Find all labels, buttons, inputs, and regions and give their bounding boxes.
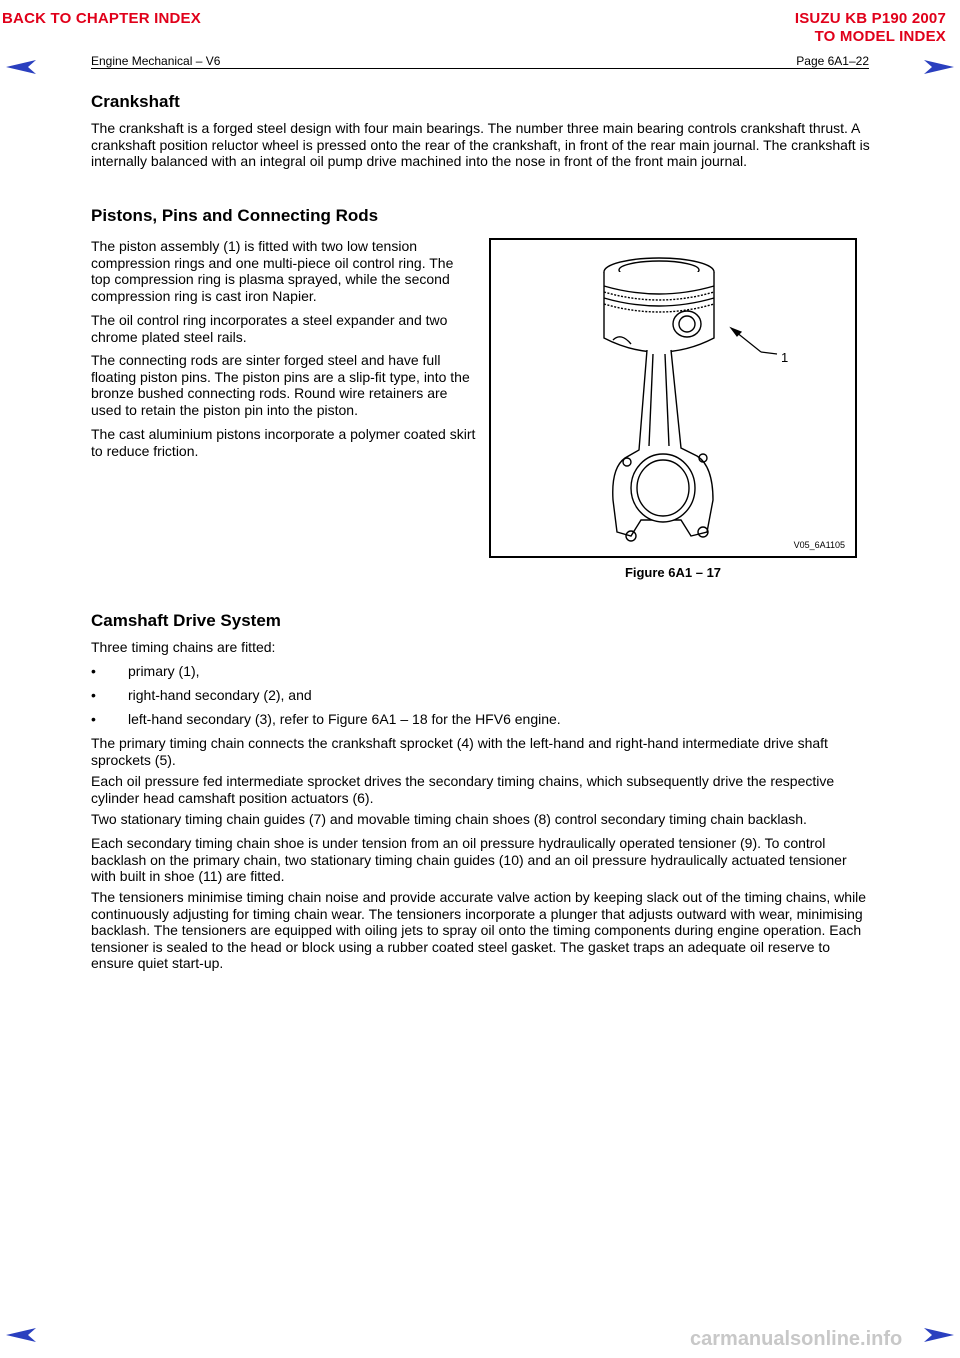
pistons-paragraph-1: The piston assembly (1) is fitted with two low tension compression rings and one multi-piece oil control ring. The top compression ring is plasma sprayed, while the second compression ring is cast iron Napier.: [91, 238, 454, 304]
next-page-arrow-icon[interactable]: [924, 60, 954, 74]
list-item-text: primary (1),: [128, 663, 200, 679]
model-title-link[interactable]: ISUZU KB P190 2007: [794, 10, 946, 27]
pistons-paragraph-4: The cast aluminium pistons incorporate a polymer coated skirt to reduce friction.: [91, 426, 476, 459]
page-number: Page 6A1–22: [796, 54, 869, 68]
pistons-paragraph-3: The connecting rods are sinter forged steel and have full floating piston pins. The piston pins are a slip-fit type, into the bronze bushed connecting rods. Round wire retainers are used to retain the piston pin into the piston.: [91, 352, 470, 418]
camshaft-paragraph-1: The primary timing chain connects the crankshaft sprocket (4) with the left-hand and right-hand intermediate drive shaft sprockets (5).: [91, 735, 828, 768]
header-rule: [91, 68, 869, 69]
piston-connecting-rod-illustration: [491, 240, 855, 556]
crankshaft-paragraph: The crankshaft is a forged steel design with four main bearings. The number three main bearing controls crankshaft thrust. A crankshaft position reluctor wheel is pressed onto the rear of the crankshaft, in front of the rear main journal. The crankshaft is internally balanced with an integral oil pump drive machined into the nose in front of the front main journal.: [91, 120, 870, 169]
camshaft-paragraph-4: Each secondary timing chain shoe is under tension from an oil pressure hydraulically operated tensioner (9). To control backlash on the primary chain, two stationary timing chain guides (10) and an oil pressure hydraulically actuated tensioner with built in shoe (11) are fitted.: [91, 835, 847, 884]
list-item-text: right-hand secondary (2), and: [128, 687, 312, 703]
bullet-icon: •: [91, 663, 96, 679]
camshaft-intro: Three timing chains are fitted:: [91, 639, 276, 655]
camshaft-paragraph-5: The tensioners minimise timing chain noise and provide accurate valve action by keeping slack out of the timing chains, while continuously adjusting for timing chain wear. The tensioners incorporate a plunger that adjusts outward with wear, minimising backlash. The tensioners are equipped with oiling jets to spray oil onto the timing components during engine operation. Each tensioner is sealed to the head or block using a rubber coated steel gasket. The gasket traps an adequate oil reserve to ensure quiet start-up.: [91, 889, 867, 971]
bullet-icon: •: [91, 711, 96, 727]
crankshaft-heading: Crankshaft: [91, 92, 180, 111]
prev-page-arrow-icon[interactable]: [6, 60, 36, 74]
back-to-chapter-index-link[interactable]: BACK TO CHAPTER INDEX: [2, 10, 201, 27]
footer-prev-page-arrow-icon[interactable]: [6, 1328, 36, 1342]
piston-figure: [489, 238, 857, 558]
bullet-icon: •: [91, 687, 96, 703]
watermark: carmanualsonline.info: [690, 1328, 903, 1350]
list-item-text: left-hand secondary (3), refer to Figure 6A1 – 18 for the HFV6 engine.: [128, 711, 561, 727]
camshaft-paragraph-2: Each oil pressure fed intermediate sprocket drives the secondary timing chains, which subsequently drive the respective cylinder head camshaft position actuators (6).: [91, 773, 835, 806]
camshaft-heading: Camshaft Drive System: [91, 611, 281, 630]
footer-next-page-arrow-icon[interactable]: [924, 1328, 954, 1342]
figure-callout-1: 1: [781, 350, 789, 365]
pistons-paragraph-2: The oil control ring incorporates a steel expander and two chrome plated steel rails.: [91, 312, 448, 345]
figure-caption: Figure 6A1 – 17: [624, 565, 722, 580]
to-model-index-link[interactable]: TO MODEL INDEX: [814, 28, 946, 45]
pistons-heading: Pistons, Pins and Connecting Rods: [91, 206, 379, 225]
section-title: Engine Mechanical – V6: [91, 54, 221, 68]
camshaft-paragraph-3: Two stationary timing chain guides (7) and movable timing chain shoes (8) control secondary timing chain backlash.: [91, 811, 807, 827]
figure-code: V05_6A1105: [793, 540, 845, 550]
